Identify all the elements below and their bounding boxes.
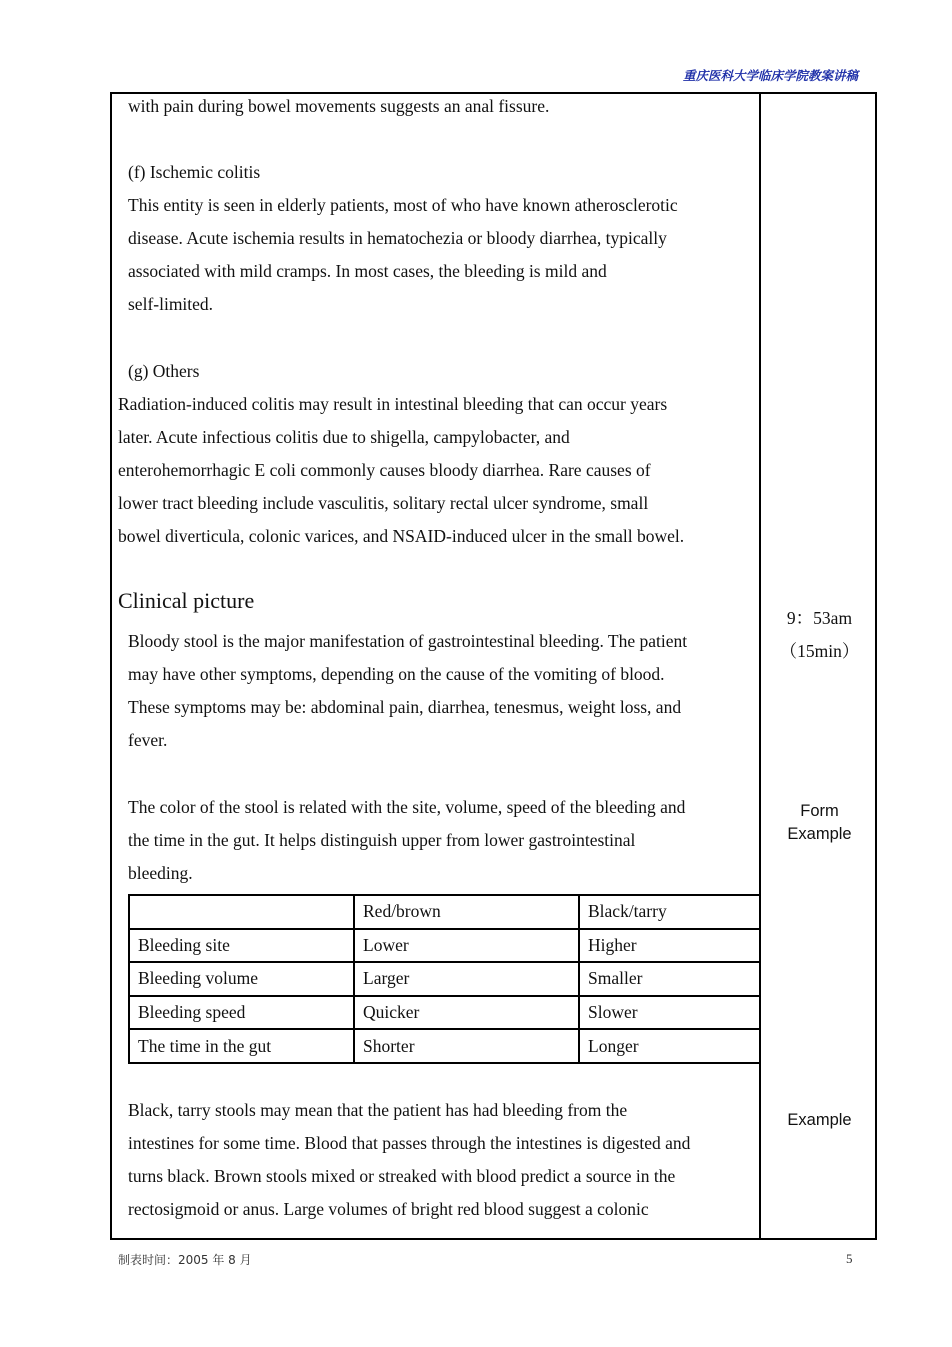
table-header-cell [129, 895, 354, 929]
fissure-paragraph: with pain during bowel movements suggests an anal fissure. [128, 96, 550, 116]
others-paragraph: Radiation-induced colitis may result in intestinal bleeding that can occur years later. Acute infectious colitis due to shigella, campylobacter, and enterohemorrhagic E coli commonly causes bloody diarrhea. Rare causes of lower tract bleeding include vasculitis, solitary rectal ulcer syndrome, small bowel diverticula, colonic varices, and NSAID-induced ulcer in the small bowel. [118, 394, 685, 546]
clinical-picture-heading: Clinical picture [118, 588, 255, 613]
table-cell: Bleeding speed [129, 996, 354, 1030]
table-cell: Slower [579, 996, 760, 1030]
table-row [129, 962, 760, 996]
table-row [129, 929, 760, 963]
table-cell: The time in the gut [129, 1029, 354, 1063]
table-cell: Longer [579, 1029, 760, 1063]
ischemic-colitis-title: (f) Ischemic colitis [128, 162, 261, 182]
table-cell: Higher [579, 929, 760, 963]
table-row [129, 1029, 760, 1063]
document-header: 重庆医科大学临床学院教案讲稿 [682, 68, 858, 83]
black-stool-paragraph: Black, tarry stools may mean that the patient has had bleeding from the intestines for some time. Blood that passes through the intestines is digested and turns black. Brown stools mixed or streaked with blood predict a source in the rectosigmoid or anus. Large volumes of bright red blood suggest a colonic [128, 1100, 691, 1219]
sidebar-duration: （15min） [779, 641, 860, 661]
table-cell: Shorter [354, 1029, 579, 1063]
table-header-cell: Black/tarry [579, 895, 760, 929]
table-cell: Lower [354, 929, 579, 963]
clinical-picture-paragraph: Bloody stool is the major manifestation of gastrointestinal bleeding. The patient may have other symptoms, depending on the cause of the vomiting of blood. These symptoms may be: abdominal pain, diarrhea, tenesmus, weight loss, and fever. [128, 631, 688, 750]
others-title: (g) Others [128, 361, 200, 381]
stool-color-table [128, 894, 761, 1064]
table-header-row [129, 895, 760, 929]
sidebar-time: 9：53am [786, 608, 853, 628]
page-number: 5 [846, 1251, 853, 1266]
column-divider [759, 92, 761, 1240]
ischemic-colitis-paragraph: This entity is seen in elderly patients, most of who have known atherosclerotic disease. Acute ischemia results in hematochezia or bloody diarrhea, typically associated with mild cramps. In most cases, the bleeding is mild and self-limited. [128, 195, 678, 314]
table-cell: Quicker [354, 996, 579, 1030]
table-cell: Bleeding site [129, 929, 354, 963]
sidebar-note-form-example: Form Example [787, 802, 852, 843]
table-cell: Larger [354, 962, 579, 996]
table-row [129, 996, 760, 1030]
table-header-cell: Red/brown [354, 895, 579, 929]
table-cell: Smaller [579, 962, 760, 996]
sidebar-note-example: Example [787, 1111, 852, 1129]
stool-color-paragraph: The color of the stool is related with the site, volume, speed of the bleeding and the time in the gut. It helps distinguish upper from lower gastrointestinal bleeding. [128, 797, 686, 883]
table-cell: Bleeding volume [129, 962, 354, 996]
footer-date: 制表时间：2005 年 8 月 [118, 1253, 252, 1267]
